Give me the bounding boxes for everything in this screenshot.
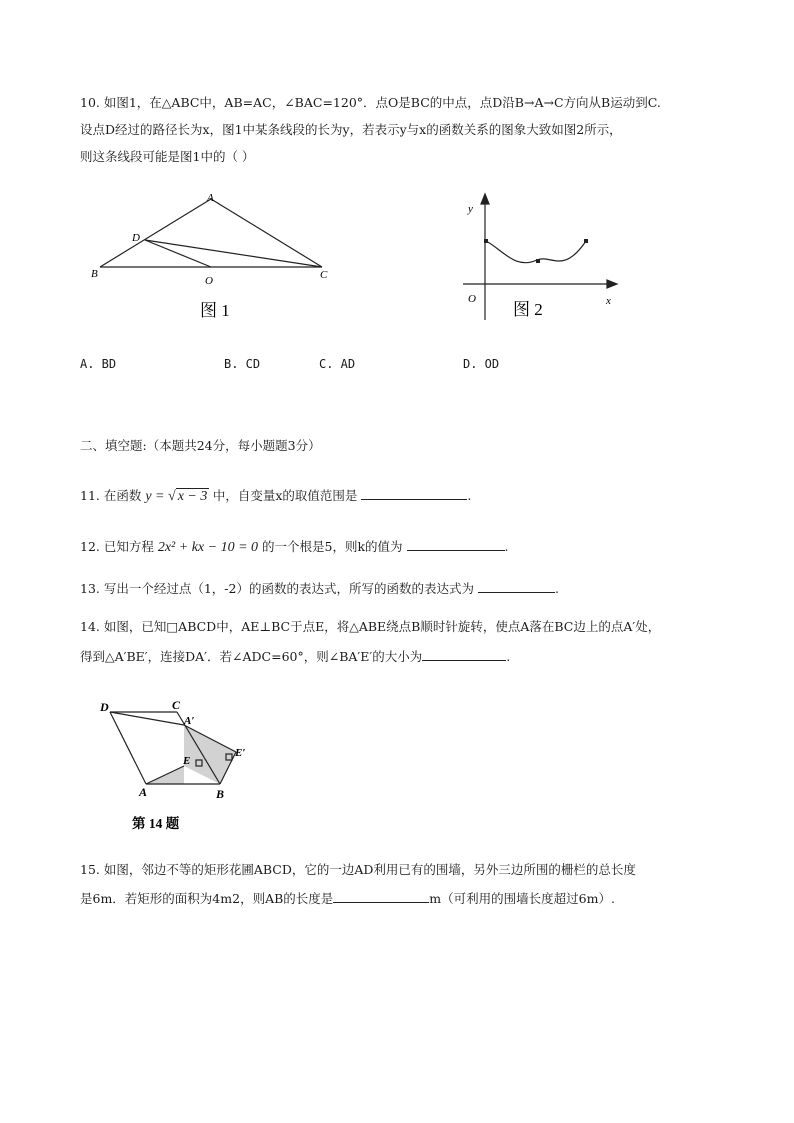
segment-ac bbox=[211, 199, 322, 267]
segment-dc bbox=[145, 240, 322, 267]
q12-answer-blank bbox=[407, 538, 505, 551]
label-c: C bbox=[172, 698, 181, 712]
q12 bbox=[80, 538, 509, 556]
y-axis-label: y bbox=[468, 203, 473, 215]
q15-line2-a: 是6m．若矩形的面积为4m2，则AB的长度是 bbox=[80, 891, 334, 906]
label-b: B bbox=[216, 787, 225, 801]
label-c: C bbox=[320, 269, 328, 281]
q12-suffix: 的一个根是5，则k的值为 bbox=[262, 539, 403, 554]
label-e: E bbox=[183, 755, 191, 767]
curve-end-point bbox=[584, 239, 588, 243]
q11-end: . bbox=[467, 488, 472, 503]
label-d: D bbox=[100, 700, 109, 714]
segment-da bbox=[110, 712, 146, 784]
q11-prefix: 11. 在函数 bbox=[80, 488, 142, 503]
q15-line2 bbox=[80, 890, 615, 907]
label-o: O bbox=[205, 275, 213, 287]
label-e-prime: E′ bbox=[235, 747, 246, 759]
figure-2-caption: 图 2 bbox=[513, 300, 543, 319]
q12-prefix: 12. 已知方程 bbox=[80, 539, 154, 554]
figure-1-triangle bbox=[80, 188, 340, 323]
q12-formula: 2x² + kx − 10 = 0 bbox=[157, 540, 259, 555]
q11-radicand: x − 3 bbox=[177, 489, 208, 504]
figure-14-caption: 第 14 题 bbox=[132, 816, 180, 831]
q11-formula-lhs: y = bbox=[145, 489, 165, 504]
segment-da-prime bbox=[110, 712, 184, 725]
q14-answer-blank bbox=[422, 648, 506, 661]
q15-answer-blank bbox=[333, 890, 429, 903]
label-a: A bbox=[207, 192, 214, 204]
section-2-title: 二、填空题:（本题共24分，每小题题3分） bbox=[80, 438, 321, 453]
q10-line2: 设点D经过的路径长为x，图1中某条线段的长为y，若表示y与x的函数关系的图象大致如图2所示， bbox=[80, 122, 622, 137]
label-d: D bbox=[132, 232, 140, 244]
q13-answer-blank bbox=[478, 580, 555, 593]
q13-text: 13. 写出一个经过点（1，-2）的函数的表达式，所写的函数的表达式为 bbox=[80, 581, 474, 596]
q13 bbox=[80, 580, 559, 597]
q15-line1: 15. 如图，邻边不等的矩形花圃ABCD，它的一边AD利用已有的围墙，另外三边所围的栅栏的总长度 bbox=[80, 862, 636, 877]
q10-option-c: C. AD bbox=[319, 357, 356, 371]
q12-end: . bbox=[504, 539, 509, 554]
figure-1-caption: 图 1 bbox=[200, 301, 230, 320]
segment-do bbox=[145, 240, 211, 267]
q13-end: . bbox=[554, 581, 559, 596]
figure-14-parallelogram bbox=[92, 694, 272, 844]
segment-ab bbox=[100, 199, 211, 267]
origin-label: O bbox=[468, 293, 476, 305]
x-axis-label: x bbox=[606, 295, 611, 307]
q10-option-b: B. CD bbox=[224, 357, 261, 371]
x-axis-arrow-icon bbox=[607, 280, 617, 288]
q10-line1: 10. 如图1，在△ABC中，AB=AC，∠BAC=120°．点O是BC的中点，点D沿B→A→C方向从B运动到C. bbox=[80, 95, 661, 110]
q14-end: . bbox=[506, 649, 511, 664]
curve-start-point bbox=[484, 239, 488, 243]
y-axis-arrow-icon bbox=[481, 194, 489, 204]
label-a: A bbox=[139, 785, 148, 799]
curve-mid-point bbox=[536, 259, 540, 263]
figure-2-graph bbox=[455, 190, 625, 325]
q11-answer-blank bbox=[361, 487, 467, 500]
q10-option-d: D. OD bbox=[463, 357, 500, 371]
label-b: B bbox=[91, 268, 98, 280]
q14-line1: 14. 如图，已知□ABCD中，AE⊥BC于点E，将△ABE绕点B顺时针旋转，使点A落在BC边上的点A′处， bbox=[80, 619, 661, 634]
q11 bbox=[80, 487, 471, 505]
sqrt-icon: √ bbox=[168, 489, 176, 504]
q11-formula bbox=[145, 488, 213, 504]
q14-line2-text: 得到△A′BE′，连接DA′．若∠ADC=60°，则∠BA′E′的大小为 bbox=[80, 649, 423, 664]
q14-line2 bbox=[80, 648, 510, 665]
q11-suffix: 中，自变量x的取值范围是 bbox=[212, 488, 358, 503]
q15-line2-b: m（可利用的围墙长度超过6m）. bbox=[429, 891, 615, 906]
q10-line3: 则这条线段可能是图1中的（ ） bbox=[80, 149, 255, 164]
label-a-prime: A′ bbox=[184, 715, 195, 727]
q10-option-a: A. BD bbox=[80, 357, 117, 371]
